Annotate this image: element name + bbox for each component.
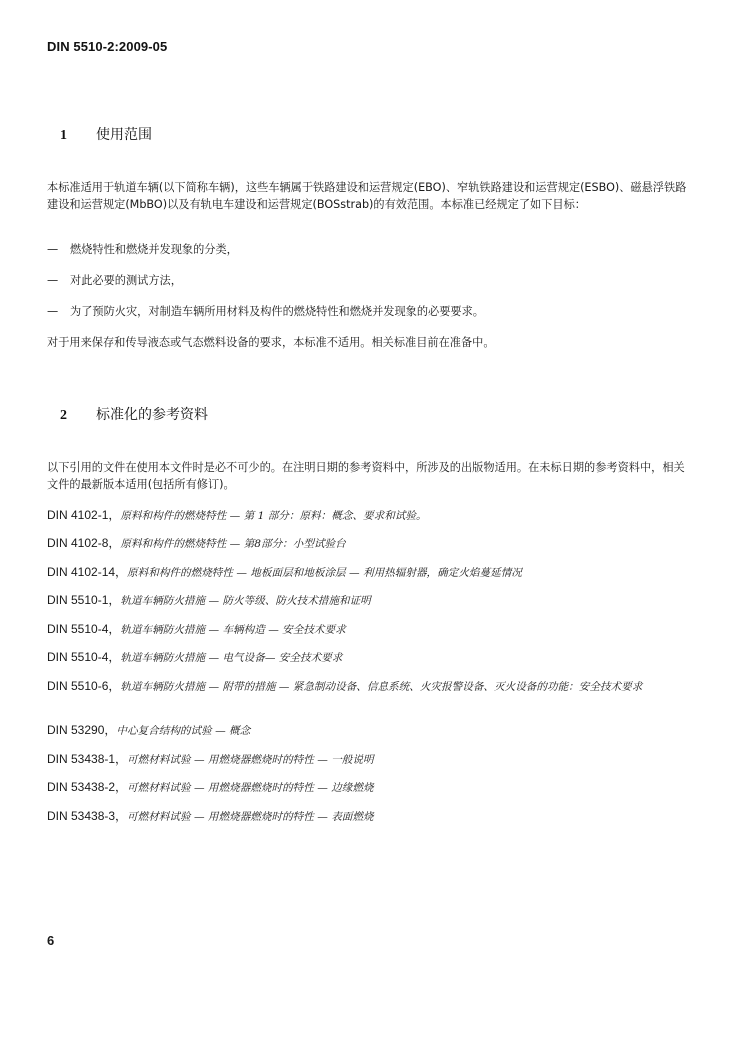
reference-item (47, 592, 697, 610)
reference-item (47, 507, 697, 525)
bullet-text: 对此必要的测试方法， (70, 274, 182, 287)
reference-item (47, 564, 697, 582)
reference-code: DIN 53290， (47, 723, 117, 737)
section-1-heading (60, 124, 152, 144)
section-2-number: 2 (60, 408, 67, 423)
reference-code: DIN 5510-1， (47, 593, 121, 607)
reference-title: 轨道车辆防火措施 — 附带的措施 — 紧急制动设备、信息系统、火灾报警设备、灭火设备的功能：安全技术要求 (120, 681, 643, 693)
bullet-dash: — (47, 305, 59, 318)
bullet-item (47, 272, 182, 289)
reference-code: DIN 5510-4， (47, 650, 121, 664)
section-1-title: 使用范围 (96, 127, 152, 143)
reference-item (47, 722, 697, 740)
reference-item (47, 535, 697, 553)
reference-code: DIN 53438-1， (47, 752, 128, 766)
reference-item (47, 678, 697, 696)
reference-item (47, 621, 697, 639)
document-id-header: DIN 5510-2:2009-05 (47, 39, 168, 54)
reference-title: 轨道车辆防火措施 — 防火等级、防火技术措施和证明 (120, 595, 371, 607)
reference-title: 可燃材料试验 — 用燃烧器燃烧时的特性 — 边缘燃烧 (127, 782, 374, 794)
reference-title: 原料和构件的燃烧特性 — 第8部分：小型试验台 (120, 538, 346, 550)
reference-item (47, 808, 697, 826)
section-1-note: 对于用来保存和传导液态或气态燃料设备的要求，本标准不适用。相关标准目前在准备中。 (47, 336, 495, 349)
bullet-item (47, 303, 484, 320)
bullet-item (47, 241, 238, 258)
reference-item (47, 779, 697, 797)
reference-code: DIN 4102-14， (47, 565, 128, 579)
section-2-heading (60, 404, 208, 424)
reference-item (47, 649, 697, 667)
reference-title: 轨道车辆防火措施 — 电气设备— 安全技术要求 (120, 652, 343, 664)
reference-title: 原料和构件的燃烧特性 — 第 1 部分：原料：概念、要求和试验。 (120, 510, 427, 522)
reference-title: 可燃材料试验 — 用燃烧器燃烧时的特性 — 表面燃烧 (127, 811, 374, 823)
reference-title: 可燃材料试验 — 用燃烧器燃烧时的特性 — 一般说明 (127, 754, 374, 766)
reference-title: 中心复合结构的试验 — 概念 (116, 725, 251, 737)
section-1-intro: 本标准适用于轨道车辆(以下简称车辆)，这些车辆属于铁路建设和运营规定(EBO)、窄轨铁路建设和运营规定(ESBO)、磁悬浮铁路建设和运营规定(MbBO)以及有轨电车建设和运营规定(BOSstrab)的有效范围。本标准已经规定了如下目标： (47, 181, 687, 211)
reference-code: DIN 4102-8， (47, 536, 121, 550)
bullet-text: 燃烧特性和燃烧并发现象的分类， (70, 243, 238, 256)
reference-code: DIN 4102-1， (47, 508, 121, 522)
section-1-number: 1 (60, 128, 67, 143)
bullet-dash: — (47, 243, 59, 256)
reference-item (47, 751, 697, 769)
reference-code: DIN 5510-6， (47, 679, 121, 693)
reference-title: 原料和构件的燃烧特性 — 地板面层和地板涂层 — 利用热辐射器，确定火焰蔓延情况 (127, 567, 522, 579)
page-number: 6 (47, 933, 55, 948)
bullet-text: 为了预防火灾，对制造车辆所用材料及构件的燃烧特性和燃烧并发现象的必要要求。 (70, 305, 484, 318)
reference-title: 轨道车辆防火措施 — 车辆构造 — 安全技术要求 (120, 624, 346, 636)
bullet-dash: — (47, 274, 59, 287)
reference-code: DIN 53438-2， (47, 780, 128, 794)
section-2-intro: 以下引用的文件在使用本文件时是必不可少的。在注明日期的参考资料中，所涉及的出版物适用。在未标日期的参考资料中，相关文件的最新版本适用(包括所有修订)。 (47, 461, 685, 491)
reference-code: DIN 53438-3， (47, 809, 128, 823)
section-2-title: 标准化的参考资料 (96, 407, 208, 423)
reference-code: DIN 5510-4， (47, 622, 121, 636)
